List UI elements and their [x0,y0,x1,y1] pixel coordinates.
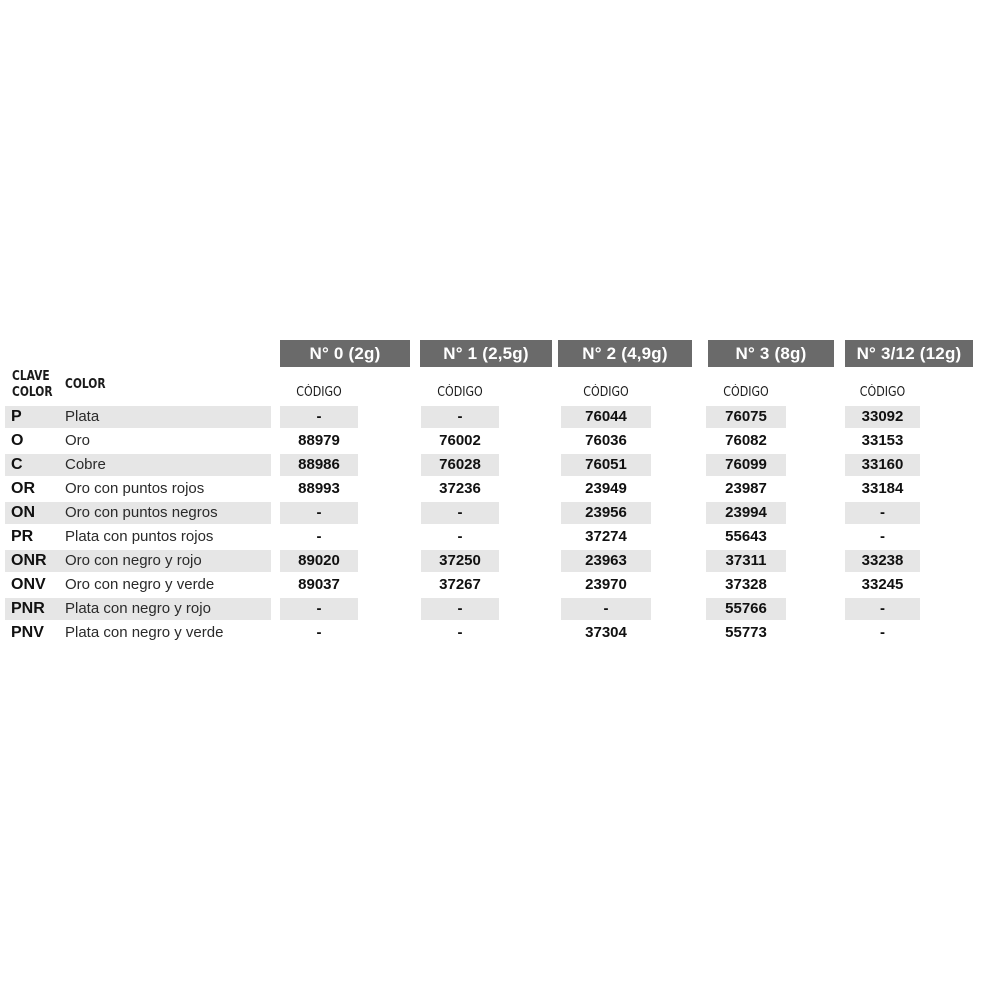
code-cell-size-1: - [457,408,463,425]
clave-cell: P [11,408,22,425]
size-header-2: N° 2 (4,9g) [558,340,692,367]
clave-header-line2: COLOR [12,385,53,400]
code-cell-size-4: - [880,600,885,617]
color-name-cell: Plata con negro y rojo [65,600,211,617]
code-cell-size-0: 88979 [298,432,340,449]
row-stripe [5,406,271,428]
table-row-or [0,477,1000,501]
color-name-cell: Oro [65,432,91,449]
clave-cell: PNV [11,624,44,641]
code-cell-size-4: - [880,624,885,641]
code-cell-size-3: 76082 [725,432,767,449]
color-header: COLOR [65,377,106,392]
code-cell-size-1: 76028 [439,456,481,473]
code-cell-size-3: 55643 [725,528,767,545]
code-cell-size-1: 37236 [439,480,481,497]
clave-cell: OR [11,480,35,497]
table-row-c [0,453,1000,477]
code-cell-size-0: - [316,600,322,617]
size-header-1: N° 1 (2,5g) [420,340,552,367]
code-cell-size-2: 76036 [585,432,627,449]
code-cell-size-3: 23987 [725,480,767,497]
code-cell-size-3: 76075 [725,408,767,425]
clave-cell: ON [11,504,35,521]
code-cell-size-4: 33160 [861,456,904,473]
clave-cell: ONV [11,576,46,593]
code-cell-size-0: - [316,408,322,425]
clave-cell: O [11,432,24,449]
code-cell-size-1: - [457,528,463,545]
size-header-0: N° 0 (2g) [280,340,410,367]
table-row-onv [0,573,1000,597]
code-cell-size-4: - [880,528,885,545]
codigo-label-4: CÓDIGO [859,385,906,400]
table-row-p [0,405,1000,429]
code-cell-size-4: 33245 [861,576,904,593]
code-cell-size-0: 88986 [298,456,340,473]
color-name-cell: Plata [65,408,100,425]
code-cell-size-2: 23956 [585,504,627,521]
code-cell-size-0: - [316,624,322,641]
code-cell-size-2: 76051 [585,456,627,473]
code-cell-size-3: 23994 [725,504,767,521]
color-name-cell: Plata con negro y verde [65,624,224,641]
color-name-cell: Plata con puntos rojos [65,528,214,545]
code-cell-size-2: 76044 [585,408,627,425]
table-row-pnr [0,597,1000,621]
codigo-label-2: CÓDIGO [583,385,629,400]
code-cell-size-0: 89037 [298,576,340,593]
clave-cell: PR [11,528,34,545]
code-cell-size-1: - [457,624,463,641]
code-cell-size-1: - [457,504,463,521]
color-name-cell: Oro con negro y verde [65,576,215,593]
code-cell-size-0: - [316,528,322,545]
code-cell-size-2: 23963 [585,552,627,569]
codigo-label-1: CÓDIGO [437,385,483,400]
table-row-onr [0,549,1000,573]
code-cell-size-0: 89020 [298,552,340,569]
code-cell-size-0: - [316,504,322,521]
code-cell-size-1: - [457,600,463,617]
size-header-4: N° 3/12 (12g) [845,340,973,367]
clave-header-line1: CLAVE [12,369,50,384]
size-header-3: N° 3 (8g) [708,340,834,367]
codigo-label-3: CÓDIGO [723,385,769,400]
code-cell-size-2: 23970 [585,576,627,593]
code-cell-size-2: 37274 [585,528,627,545]
table-row-pr [0,525,1000,549]
code-cell-size-0: 88993 [298,480,340,497]
code-cell-size-3: 55773 [725,624,767,641]
code-cell-size-3: 37311 [725,552,767,569]
code-cell-size-4: 33184 [861,480,904,497]
code-cell-size-4: 33092 [861,408,904,425]
code-cell-size-4: - [880,504,885,521]
color-name-cell: Oro con puntos negros [65,504,218,521]
clave-cell: ONR [11,552,47,569]
color-name-cell: Cobre [65,456,106,473]
color-name-cell: Oro con puntos rojos [65,480,205,497]
code-cell-size-2: 23949 [585,480,627,497]
clave-cell: PNR [11,600,45,617]
codigo-label-0: CÓDIGO [296,385,342,400]
table-row-o [0,429,1000,453]
row-stripe [5,454,271,476]
code-cell-size-2: - [603,600,609,617]
code-cell-size-1: 76002 [439,432,481,449]
color-name-cell: Oro con negro y rojo [65,552,202,569]
code-cell-size-4: 33238 [861,552,904,569]
code-cell-size-3: 37328 [725,576,767,593]
code-cell-size-1: 37267 [439,576,481,593]
code-cell-size-1: 37250 [439,552,481,569]
code-cell-size-3: 76099 [725,456,767,473]
table-row-on [0,501,1000,525]
code-cell-size-3: 55766 [725,600,767,617]
table-row-pnv [0,621,1000,645]
code-cell-size-2: 37304 [585,624,627,641]
code-cell-size-4: 33153 [861,432,904,449]
clave-cell: C [11,456,23,473]
